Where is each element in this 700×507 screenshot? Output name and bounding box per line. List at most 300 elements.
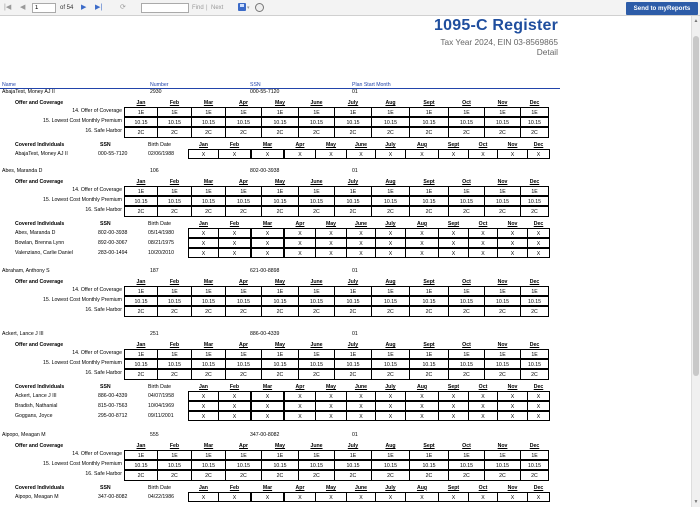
- covered-month-cell: X: [251, 401, 284, 411]
- last-page-icon[interactable]: ▶|: [95, 4, 103, 11]
- safe-harbor-cell: 2C: [261, 206, 299, 216]
- covered-month-cell: X: [315, 149, 347, 159]
- offer-of-coverage-cell: 1E: [484, 107, 521, 117]
- lowest-cost-premium-cell: 10.15: [124, 296, 158, 306]
- month-header: Apr: [239, 443, 248, 449]
- covered-month-header: July: [385, 484, 396, 491]
- covered-individuals-heading: Covered Individuals: [15, 141, 65, 148]
- covered-month-header: Feb: [229, 220, 240, 227]
- safe-harbor-cell: 2C: [448, 206, 485, 216]
- safe-harbor-cell: 2C: [334, 306, 372, 316]
- lowest-cost-premium-cell: 10.15: [520, 359, 549, 369]
- offer-of-coverage-label: 14. Offer of Coverage: [72, 287, 122, 293]
- month-header: Oct: [462, 179, 471, 185]
- offer-of-coverage-label: 14. Offer of Coverage: [72, 350, 122, 356]
- page-total-label: of 54: [60, 5, 74, 11]
- lowest-cost-premium-cell: 10.15: [225, 196, 262, 206]
- lowest-cost-premium-cell: 10.15: [371, 296, 410, 306]
- covered-name: Valenziano, Carlie Daniel: [15, 250, 73, 256]
- covered-month-header: Apr: [295, 383, 305, 390]
- offer-of-coverage-cell: 1E: [298, 107, 335, 117]
- covered-name: Aipopo, Meagan M: [15, 493, 59, 500]
- covered-month-header: Apr: [295, 484, 305, 491]
- covered-name: AbajaTest, Money AJ II: [15, 150, 68, 157]
- safe-harbor-cell: 2C: [520, 369, 549, 379]
- covered-ssn: 295-00-8712: [98, 413, 128, 419]
- covered-month-cell: X: [251, 411, 284, 421]
- covered-ssn: 892-00-3067: [98, 239, 128, 246]
- offer-coverage-heading: Offer and Coverage: [15, 279, 64, 285]
- safe-harbor-cell: 2C: [371, 369, 410, 379]
- lowest-cost-premium-cell: 10.15: [371, 359, 410, 369]
- offer-of-coverage-cell: 1E: [409, 450, 449, 460]
- safe-harbor-cell: 2C: [298, 127, 335, 137]
- offer-of-coverage-label: 14. Offer of Coverage: [72, 108, 122, 114]
- birth-date-heading: Birth Date: [148, 484, 172, 491]
- covered-month-cell: X: [468, 411, 498, 421]
- safe-harbor-cell: 2C: [298, 206, 335, 216]
- month-header: Feb: [169, 279, 180, 285]
- offer-of-coverage-cell: 1E: [225, 186, 262, 196]
- covered-month-cell: X: [405, 492, 439, 502]
- export-dropdown-icon[interactable]: ▾: [247, 5, 250, 11]
- covered-month-cell: X: [188, 149, 219, 159]
- offer-of-coverage-cell: 1E: [334, 349, 372, 359]
- safe-harbor-cell: 2C: [334, 369, 372, 379]
- covered-month-cell: X: [468, 401, 498, 411]
- lowest-cost-premium-cell: 10.15: [334, 196, 372, 206]
- safe-harbor-cell: 2C: [409, 369, 449, 379]
- month-header: May: [274, 279, 286, 285]
- month-header: Jan: [136, 279, 146, 285]
- covered-month-header: June: [354, 484, 368, 491]
- covered-individuals-heading: Covered Individuals: [15, 383, 65, 390]
- lowest-cost-premium-cell: 10.15: [298, 196, 335, 206]
- covered-name: Bradish, Nathanial: [15, 402, 58, 409]
- lowest-cost-premium-cell: 10.15: [298, 460, 335, 470]
- month-header: May: [274, 443, 286, 449]
- covered-birth-date: 10/04/1969: [148, 402, 174, 409]
- safe-harbor-cell: 2C: [157, 470, 192, 480]
- covered-month-cell: X: [438, 149, 469, 159]
- covered-month-header: Mar: [262, 141, 273, 148]
- offer-of-coverage-cell: 1E: [225, 349, 262, 359]
- month-header: June: [310, 342, 323, 348]
- lowest-cost-premium-cell: 10.15: [191, 296, 226, 306]
- report-subtitle: Tax Year 2024, EIN 03-8569865: [440, 37, 558, 47]
- covered-month-cell: X: [284, 401, 316, 411]
- covered-ssn: 347-00-8082: [98, 493, 128, 500]
- covered-month-header: Mar: [262, 383, 273, 390]
- month-header: Aug: [385, 279, 396, 285]
- first-page-icon[interactable]: |◀: [4, 4, 12, 11]
- employee-ssn: 886-00-4339: [250, 331, 280, 337]
- lowest-cost-premium-cell: 10.15: [484, 196, 521, 206]
- offer-coverage-heading: Offer and Coverage: [15, 179, 64, 185]
- covered-month-cell: X: [315, 391, 347, 401]
- covered-name: Abes, Maranda D: [15, 229, 56, 236]
- covered-month-cell: X: [284, 411, 316, 421]
- month-header: Mar: [203, 179, 214, 185]
- lowest-cost-premium-cell: 10.15: [334, 117, 372, 127]
- offer-of-coverage-cell: 1E: [225, 450, 262, 460]
- month-header: Nov: [497, 443, 508, 449]
- offer-of-coverage-cell: 1E: [520, 107, 549, 117]
- offer-of-coverage-cell: 1E: [409, 286, 449, 296]
- vertical-scrollbar[interactable]: [691, 16, 700, 507]
- month-header: May: [274, 342, 286, 348]
- safe-harbor-cell: 2C: [124, 470, 158, 480]
- column-header-ssn: SSN: [250, 82, 261, 88]
- covered-month-header: Jan: [199, 484, 208, 491]
- covered-month-header: Aug: [416, 484, 428, 491]
- safe-harbor-cell: 2C: [520, 206, 549, 216]
- month-header: July: [347, 279, 359, 285]
- safe-harbor-cell: 2C: [225, 206, 262, 216]
- covered-month-cell: X: [375, 248, 406, 258]
- lowest-cost-premium-cell: 10.15: [409, 359, 449, 369]
- covered-ssn-heading: SSN: [100, 141, 111, 148]
- covered-month-cell: X: [497, 411, 528, 421]
- lowest-cost-premium-cell: 10.15: [520, 117, 549, 127]
- safe-harbor-cell: 2C: [334, 470, 372, 480]
- employee-number: 2930: [150, 89, 162, 95]
- offer-of-coverage-cell: 1E: [157, 107, 192, 117]
- lowest-cost-premium-cell: 10.15: [484, 460, 521, 470]
- month-header: Sept: [423, 279, 435, 285]
- next-link[interactable]: Next: [211, 5, 224, 11]
- month-header: Apr: [239, 279, 248, 285]
- covered-month-cell: X: [375, 492, 406, 502]
- month-header: July: [347, 443, 359, 449]
- lowest-cost-premium-cell: 10.15: [225, 359, 262, 369]
- birth-date-heading: Birth Date: [148, 383, 172, 390]
- lowest-cost-premium-cell: 10.15: [448, 296, 485, 306]
- covered-month-cell: X: [188, 238, 219, 248]
- covered-month-cell: X: [218, 492, 251, 502]
- month-header: Dec: [529, 179, 540, 185]
- lowest-cost-premium-cell: 10.15: [261, 460, 299, 470]
- lowest-cost-premium-cell: 10.15: [191, 460, 226, 470]
- page-number-input[interactable]: [32, 3, 56, 13]
- month-header: Aug: [385, 342, 396, 348]
- offer-of-coverage-cell: 1E: [371, 349, 410, 359]
- find-link[interactable]: Find: [192, 5, 204, 11]
- covered-month-cell: X: [375, 228, 406, 238]
- lowest-cost-premium-cell: 10.15: [225, 117, 262, 127]
- offer-of-coverage-cell: 1E: [298, 186, 335, 196]
- find-separator: |: [206, 5, 208, 11]
- covered-month-cell: X: [405, 149, 439, 159]
- covered-month-cell: X: [468, 248, 498, 258]
- offer-of-coverage-cell: 1E: [157, 349, 192, 359]
- covered-month-cell: X: [346, 228, 376, 238]
- offer-of-coverage-cell: 1E: [448, 107, 485, 117]
- month-header: Apr: [239, 342, 248, 348]
- lowest-cost-premium-cell: 10.15: [371, 460, 410, 470]
- employee-plan-start: 01: [352, 331, 358, 337]
- offer-of-coverage-cell: 1E: [225, 107, 262, 117]
- lowest-cost-premium-cell: 10.15: [409, 117, 449, 127]
- month-header: Oct: [462, 279, 471, 285]
- offer-of-coverage-cell: 1E: [520, 349, 549, 359]
- safe-harbor-cell: 2C: [298, 369, 335, 379]
- report-title: 1095-C Register: [434, 17, 558, 34]
- month-header: Apr: [239, 100, 248, 106]
- covered-month-cell: X: [218, 248, 251, 258]
- covered-month-cell: X: [527, 391, 550, 401]
- month-header: Jan: [136, 179, 146, 185]
- covered-month-cell: X: [438, 228, 469, 238]
- covered-month-header: Apr: [295, 220, 305, 227]
- covered-month-cell: X: [251, 238, 284, 248]
- lowest-cost-premium-label: 15. Lowest Cost Monthly Premium: [43, 461, 122, 468]
- offer-of-coverage-cell: 1E: [371, 186, 410, 196]
- offer-of-coverage-cell: 1E: [520, 450, 549, 460]
- safe-harbor-cell: 2C: [225, 369, 262, 379]
- find-input[interactable]: [141, 3, 189, 13]
- report-toolbar: [0, 0, 700, 16]
- lowest-cost-premium-cell: 10.15: [124, 460, 158, 470]
- lowest-cost-premium-cell: 10.15: [157, 296, 192, 306]
- covered-ssn: 802-00-3938: [98, 229, 128, 236]
- covered-name: Goggans, Joyce: [15, 413, 53, 419]
- covered-month-header: Aug: [416, 141, 428, 148]
- offer-of-coverage-cell: 1E: [261, 186, 299, 196]
- lowest-cost-premium-cell: 10.15: [520, 460, 549, 470]
- month-header: Dec: [529, 443, 540, 449]
- covered-month-header: July: [385, 220, 396, 227]
- offer-of-coverage-cell: 1E: [124, 450, 158, 460]
- safe-harbor-cell: 2C: [371, 470, 410, 480]
- offer-of-coverage-cell: 1E: [371, 286, 410, 296]
- safe-harbor-cell: 2C: [448, 369, 485, 379]
- safe-harbor-cell: 2C: [371, 306, 410, 316]
- lowest-cost-premium-label: 15. Lowest Cost Monthly Premium: [43, 197, 122, 204]
- offer-of-coverage-cell: 1E: [191, 186, 226, 196]
- month-header: Nov: [497, 179, 508, 185]
- covered-month-header: Sept: [447, 220, 460, 227]
- offer-of-coverage-cell: 1E: [191, 450, 226, 460]
- safe-harbor-cell: 2C: [124, 127, 158, 137]
- month-header: Aug: [385, 443, 396, 449]
- offer-of-coverage-cell: 1E: [409, 107, 449, 117]
- month-header: July: [347, 179, 359, 185]
- employee-name: Aipopo, Meagan M: [2, 432, 46, 438]
- covered-name: Bowlan, Brenna Lynn: [15, 239, 65, 246]
- covered-month-header: Oct: [478, 383, 488, 390]
- covered-month-header: May: [325, 220, 337, 227]
- offer-of-coverage-cell: 1E: [409, 186, 449, 196]
- refresh-icon[interactable]: ⟳: [120, 4, 126, 11]
- column-header-rule: [0, 88, 560, 89]
- month-header: Aug: [385, 100, 396, 106]
- covered-month-cell: X: [218, 401, 251, 411]
- covered-month-header: Feb: [229, 383, 240, 390]
- covered-ssn: 283-00-1494: [98, 250, 128, 256]
- offer-of-coverage-cell: 1E: [261, 107, 299, 117]
- covered-month-header: Oct: [478, 220, 488, 227]
- print-icon[interactable]: [255, 3, 264, 12]
- covered-month-cell: X: [527, 401, 550, 411]
- lowest-cost-premium-cell: 10.15: [191, 117, 226, 127]
- lowest-cost-premium-cell: 10.15: [157, 196, 192, 206]
- month-header: Jan: [136, 443, 146, 449]
- safe-harbor-cell: 2C: [409, 470, 449, 480]
- safe-harbor-cell: 2C: [371, 206, 410, 216]
- export-icon[interactable]: [238, 3, 246, 11]
- covered-month-header: Nov: [507, 220, 518, 227]
- covered-month-cell: X: [497, 248, 528, 258]
- covered-month-cell: X: [346, 492, 376, 502]
- covered-month-cell: X: [375, 411, 406, 421]
- month-header: Feb: [169, 443, 180, 449]
- month-header: June: [310, 179, 323, 185]
- covered-month-header: Feb: [229, 484, 240, 491]
- safe-harbor-cell: 2C: [124, 306, 158, 316]
- employee-plan-start: 01: [352, 432, 358, 438]
- lowest-cost-premium-cell: 10.15: [124, 196, 158, 206]
- safe-harbor-cell: 2C: [191, 470, 226, 480]
- safe-harbor-cell: 2C: [298, 306, 335, 316]
- send-to-myreports-button[interactable]: Send to myReports: [626, 2, 698, 15]
- covered-birth-date: 02/06/1988: [148, 150, 174, 157]
- lowest-cost-premium-cell: 10.15: [409, 196, 449, 206]
- employee-ssn: 000-55-7120: [250, 89, 280, 95]
- lowest-cost-premium-cell: 10.15: [484, 359, 521, 369]
- offer-of-coverage-cell: 1E: [157, 286, 192, 296]
- employee-ssn: 621-00-8898: [250, 268, 280, 274]
- lowest-cost-premium-cell: 10.15: [225, 296, 262, 306]
- lowest-cost-premium-cell: 10.15: [409, 296, 449, 306]
- column-header-plan-start: Plan Start Month: [352, 82, 391, 88]
- employee-plan-start: 01: [352, 268, 358, 274]
- month-header: Nov: [497, 342, 508, 348]
- employee-number: 555: [150, 432, 159, 438]
- offer-coverage-heading: Offer and Coverage: [15, 443, 64, 449]
- covered-month-header: Nov: [507, 141, 518, 148]
- covered-name: Ackert, Lance J III: [15, 392, 57, 399]
- month-header: Oct: [462, 342, 471, 348]
- safe-harbor-cell: 2C: [191, 369, 226, 379]
- lowest-cost-premium-cell: 10.15: [191, 196, 226, 206]
- covered-month-cell: X: [405, 401, 439, 411]
- covered-month-header: June: [354, 141, 368, 148]
- prev-page-icon[interactable]: ◀: [20, 4, 26, 11]
- covered-month-cell: X: [375, 149, 406, 159]
- covered-birth-date: 04/07/1958: [148, 392, 174, 399]
- month-header: Sept: [423, 179, 435, 185]
- month-header: Jan: [136, 100, 146, 106]
- safe-harbor-cell: 2C: [225, 470, 262, 480]
- safe-harbor-cell: 2C: [261, 369, 299, 379]
- covered-month-header: Mar: [262, 484, 273, 491]
- covered-month-cell: X: [497, 492, 528, 502]
- employee-number: 187: [150, 268, 159, 274]
- covered-month-cell: X: [315, 492, 347, 502]
- scroll-up-icon[interactable]: ▲: [693, 18, 699, 24]
- covered-ssn: 886-00-4339: [98, 392, 128, 399]
- covered-month-cell: X: [527, 228, 550, 238]
- covered-month-cell: X: [405, 248, 439, 258]
- scrollbar-thumb[interactable]: [693, 36, 699, 376]
- covered-month-header: Jan: [199, 383, 208, 390]
- covered-month-cell: X: [188, 228, 219, 238]
- covered-month-cell: X: [218, 411, 251, 421]
- covered-month-cell: X: [251, 391, 284, 401]
- month-header: Oct: [462, 100, 471, 106]
- lowest-cost-premium-cell: 10.15: [157, 117, 192, 127]
- employee-number: 251: [150, 331, 159, 337]
- offer-of-coverage-cell: 1E: [261, 349, 299, 359]
- safe-harbor-cell: 2C: [520, 470, 549, 480]
- month-header: Dec: [529, 279, 540, 285]
- month-header: Nov: [497, 279, 508, 285]
- covered-month-header: Dec: [533, 220, 544, 227]
- offer-of-coverage-cell: 1E: [157, 450, 192, 460]
- month-header: June: [310, 100, 323, 106]
- safe-harbor-cell: 2C: [261, 127, 299, 137]
- covered-month-cell: X: [375, 238, 406, 248]
- safe-harbor-cell: 2C: [157, 369, 192, 379]
- covered-month-header: Mar: [262, 220, 273, 227]
- covered-month-header: Apr: [295, 141, 305, 148]
- covered-month-cell: X: [346, 401, 376, 411]
- offer-of-coverage-cell: 1E: [371, 450, 410, 460]
- covered-month-cell: X: [375, 391, 406, 401]
- safe-harbor-cell: 2C: [261, 470, 299, 480]
- safe-harbor-cell: 2C: [448, 127, 485, 137]
- offer-of-coverage-cell: 1E: [157, 186, 192, 196]
- safe-harbor-cell: 2C: [334, 127, 372, 137]
- next-page-icon[interactable]: ▶: [81, 4, 87, 11]
- offer-of-coverage-cell: 1E: [191, 286, 226, 296]
- covered-birth-date: 08/21/1975: [148, 239, 174, 246]
- covered-month-cell: X: [346, 238, 376, 248]
- offer-of-coverage-cell: 1E: [448, 286, 485, 296]
- scroll-down-icon[interactable]: ▼: [693, 499, 699, 505]
- lowest-cost-premium-cell: 10.15: [371, 117, 410, 127]
- covered-month-cell: X: [527, 248, 550, 258]
- covered-month-header: Aug: [416, 383, 428, 390]
- offer-of-coverage-cell: 1E: [124, 286, 158, 296]
- safe-harbor-cell: 2C: [371, 127, 410, 137]
- covered-month-cell: X: [527, 411, 550, 421]
- safe-harbor-cell: 2C: [448, 470, 485, 480]
- lowest-cost-premium-cell: 10.15: [334, 359, 372, 369]
- covered-month-cell: X: [188, 411, 219, 421]
- covered-month-header: Oct: [478, 484, 488, 491]
- employee-name: Abraham, Anthony S: [2, 268, 50, 274]
- safe-harbor-cell: 2C: [484, 306, 521, 316]
- lowest-cost-premium-cell: 10.15: [261, 196, 299, 206]
- covered-month-header: Oct: [478, 141, 488, 148]
- covered-month-cell: X: [438, 411, 469, 421]
- offer-of-coverage-label: 14. Offer of Coverage: [72, 451, 122, 457]
- covered-month-cell: X: [218, 391, 251, 401]
- covered-month-header: July: [385, 383, 396, 390]
- covered-birth-date: 05/14/1980: [148, 229, 174, 236]
- offer-coverage-heading: Offer and Coverage: [15, 100, 64, 106]
- lowest-cost-premium-cell: 10.15: [520, 296, 549, 306]
- covered-month-cell: X: [315, 411, 347, 421]
- safe-harbor-label: 16. Safe Harbor: [85, 471, 122, 478]
- offer-of-coverage-cell: 1E: [261, 286, 299, 296]
- employee-ssn: 802-00-3938: [250, 168, 280, 174]
- covered-month-cell: X: [284, 391, 316, 401]
- safe-harbor-cell: 2C: [334, 206, 372, 216]
- covered-month-cell: X: [405, 391, 439, 401]
